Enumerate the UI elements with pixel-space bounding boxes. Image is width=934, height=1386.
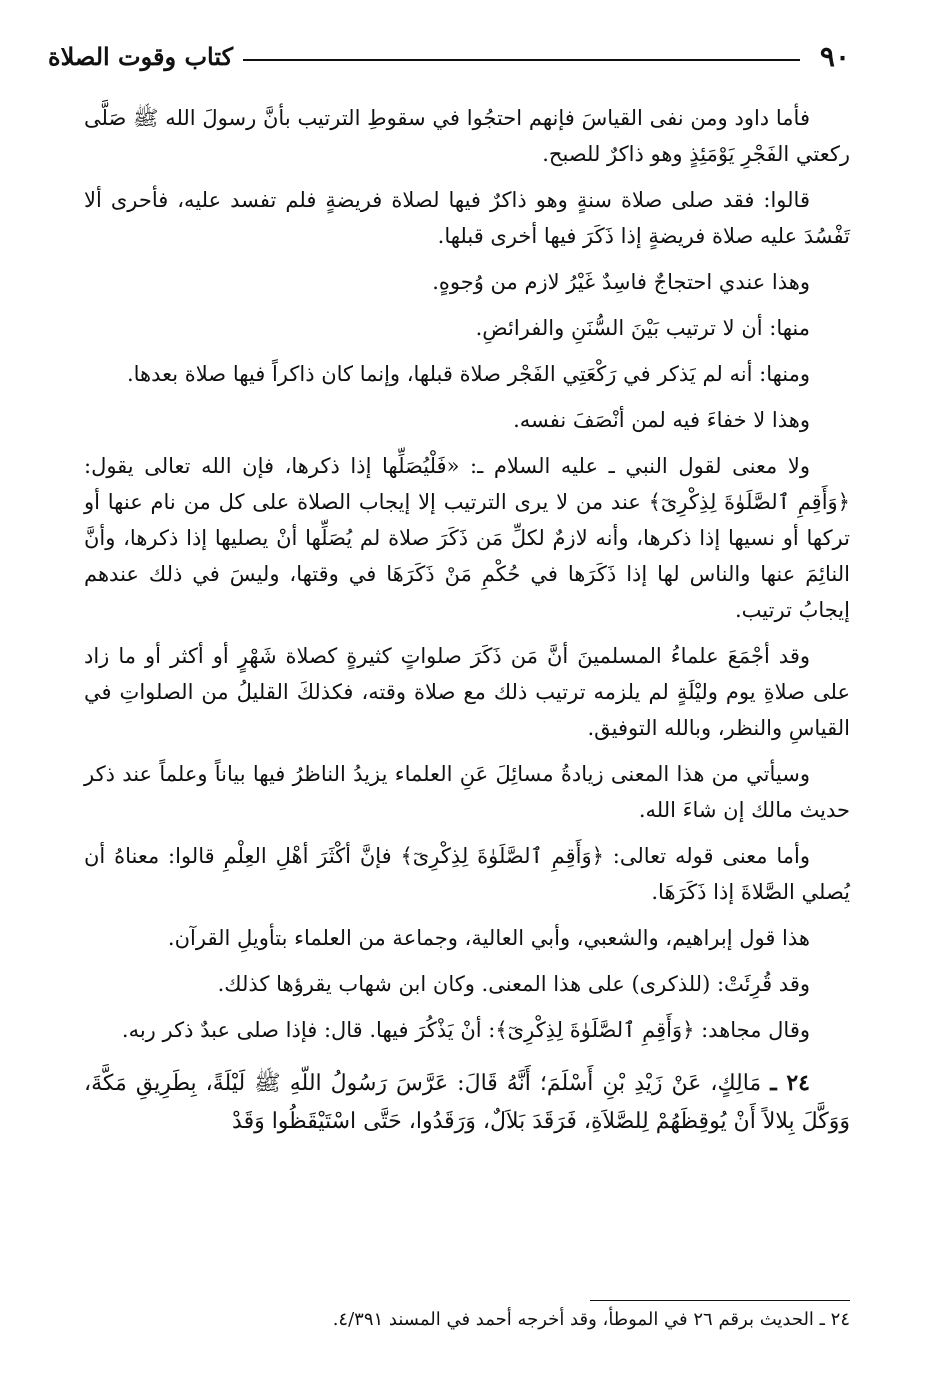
hadith-block — [84, 1064, 850, 1141]
paragraph: وقد أجْمَعَ علماءُ المسلمينَ أنَّ مَن ذَكَرَ صلواتٍ كثيرةٍ كصلاة شَهْرٍ أو أكثر أو ما زاد على صلاةِ يوم وليْلَةٍ لم يلزمه ترتيب ذلك مع صلاة وقته، فكذلكَ القليلُ من الصلواتِ في القياسِ والنظر، وبالله التوفيق. — [84, 644, 850, 740]
hadith-number: ٢٤ ـ — [770, 1070, 810, 1096]
paragraph: وهذا عندي احتجاجٌ فاسِدٌ غَيْرُ لازم من وُجوهٍ. — [432, 270, 810, 294]
paragraph: هذا قول إبراهيم، والشعبي، وأبي العالية، وجماعة من العلماء بتأويلِ القرآن. — [167, 926, 810, 950]
paragraph: ولا معنى لقول النبي ـ عليه السلام ـ: «فَلْيُصَلِّها إذا ذكرها، فإن الله تعالى يقول: ﴿وَأَقِمِ ٱلصَّلَوٰةَ لِذِكْرِىٓ﴾ عند من لا يرى الترتيب إلا إيجاب الصلاة على كل من نام عنها أو تركها أو نسيها إذا ذكرها، وأنه لازمٌ لكلِّ مَن ذَكَرَ صلاة لم يُصَلِّها أنْ يصليها إذا ذكرها، وأنَّ النائِمَ عنها والناس لها إذا ذَكَرَها في حُكْمِ مَنْ ذَكَرَهَا في وقتها، وليسَ في ذلك عندهم إيجابُ ترتيب. — [84, 454, 850, 622]
page-number: ٩٠ — [819, 39, 850, 73]
header-rule — [243, 59, 800, 61]
footnote-rule — [590, 1300, 850, 1301]
paragraph: وسيأتي من هذا المعنى زيادةُ مسائِلَ عَنِ العلماء يزيدُ الناظرُ فيها بياناً وعلماً عند ذكر حديث مالك إن شاءَ الله. — [84, 762, 850, 822]
paragraph: منها: أن لا ترتيب بَيْنَ السُّنَنِ والفرائضِ. — [475, 316, 810, 340]
hadith-text: مَالِكٍ، عَنْ زَيْدِ بْنِ أَسْلَمَ؛ أَنَّهُ قَالَ: عَرَّسَ رَسُولُ اللّهِ ﷺ لَيْلَةً، بِطَرِيقِ مَكَّةَ، وَوَكَّلَ بِلالاً أَنْ يُوقِظَهُمْ لِلصَّلاَةِ، فَرَقَدَ بَلاَلٌ، وَرَقَدُوا، حَتَّى اسْتَيْقَظُوا وَقَدْ — [84, 1071, 850, 1134]
paragraph: وقال مجاهد: ﴿وَأَقِمِ ٱلصَّلَوٰةَ لِذِكْرِىٓ﴾: أنْ يَذْكُرَ فيها. قال: فإذا صلى عبدٌ ذكر ربه. — [121, 1018, 810, 1042]
paragraph: ومنها: أنه لم يَذكر في رَكْعَتِي الفَجْر صلاة قبلها، وإنما كان ذاكراً فيها صلاة بعدها. — [126, 362, 810, 386]
paragraph: وقد قُرِئَتْ: (للذكرى) على هذا المعنى. وكان ابن شهاب يقرؤها كذلك. — [217, 972, 810, 996]
book-title: كتاب وقوت الصلاة — [48, 41, 234, 71]
paragraph: وهذا لا خفاءَ فيه لمن أنْصَفَ نفسه. — [513, 408, 810, 432]
paragraph: فأما داود ومن نفى القياسَ فإنهم احتجُوا في سقوطِ الترتيب بأنَّ رسولَ الله ﷺ صَلَّى ركعتي الفَجْرِ يَوْمَئِذٍ وهو ذاكرٌ للصبح. — [84, 106, 850, 166]
page-header — [48, 36, 850, 76]
paragraph: قالوا: فقد صلى صلاة سنةٍ وهو ذاكرٌ فيها لصلاة فريضةٍ فلم تفسد عليه، فأحرى ألا تَفْسُدَ عليه صلاة فريضةٍ إذا ذَكَرَ فيها أخرى قبلها. — [84, 188, 850, 248]
page-body — [84, 100, 850, 1151]
footnote: ٢٤ ـ الحديث برقم ٢٦ في الموطأ، وقد أخرجه أحمد في المسند ٤/٣٩١. — [332, 1309, 850, 1330]
paragraph: وأما معنى قوله تعالى: ﴿وَأَقِمِ ٱلصَّلَوٰةَ لِذِكْرِىٓ﴾ فإنَّ أكْثَرَ أهْلِ العِلْمِ قالوا: معناهُ أن يُصلي الصَّلاةَ إذا ذَكَرَهَا. — [84, 844, 850, 904]
